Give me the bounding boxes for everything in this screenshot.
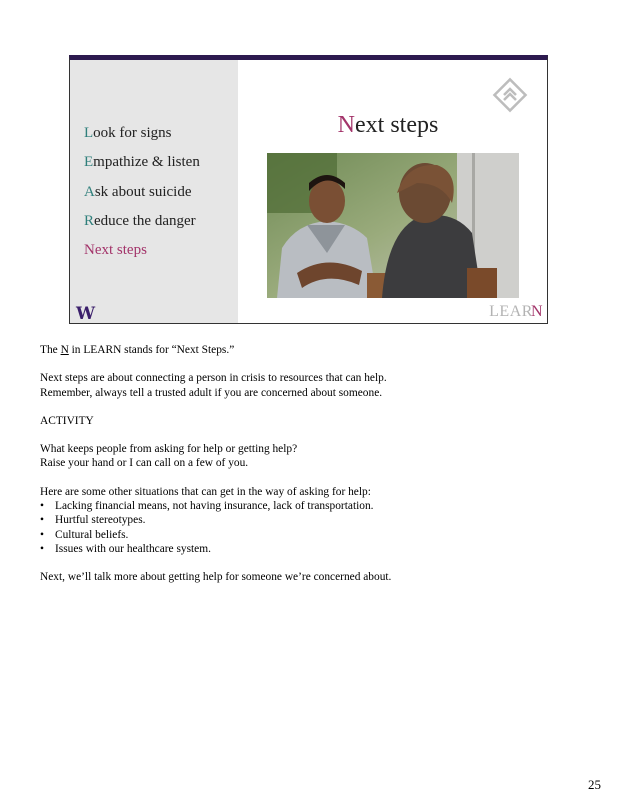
list-item: • Issues with our healthcare system. — [40, 542, 580, 556]
slide-sidebar — [70, 60, 238, 323]
learn-steps-list — [84, 124, 200, 270]
situations-list — [40, 499, 580, 556]
notes-question-line2: Raise your hand or I can call on a few of you. — [40, 457, 249, 470]
slide-title: Next steps — [337, 112, 439, 138]
diamond-logo-icon — [490, 75, 530, 115]
slide — [69, 55, 548, 324]
notes-next-steps-line2: Remember, always tell a trusted adult if you are concerned about someone. — [40, 386, 383, 399]
counseling-photo — [267, 153, 519, 298]
learn-step-ask: Ask about suicide — [84, 183, 192, 200]
notes-next-steps-line1: Next steps are about connecting a person in crisis to resources that can help. — [40, 372, 387, 385]
notes-activity-label: ACTIVITY — [40, 414, 94, 427]
speaker-notes — [40, 343, 580, 585]
list-item: • Hurtful stereotypes. — [40, 513, 580, 527]
notes-closing: Next, we’ll talk more about getting help for someone we’re concerned about. — [40, 571, 392, 584]
notes-intro: The N in LEARN stands for “Next Steps.” — [40, 344, 235, 356]
learn-step-reduce: Reduce the danger — [84, 212, 196, 229]
page-number: 25 — [588, 777, 601, 792]
notes-situations-intro: Here are some other situations that can get in the way of asking for help: — [40, 485, 371, 498]
list-item: • Cultural beliefs. — [40, 528, 580, 542]
learn-step-next-active: Next steps — [84, 242, 147, 259]
learn-step-look: Look for signs — [84, 125, 172, 141]
learn-logo: LEARN — [489, 303, 543, 320]
learn-step-empathize: Empathize & listen — [84, 154, 200, 171]
notes-question-line1: What keeps people from asking for help or getting help? — [40, 443, 298, 456]
list-item: • Lacking financial means, not having insurance, lack of transportation. — [40, 499, 580, 513]
uw-logo: W — [76, 304, 95, 324]
